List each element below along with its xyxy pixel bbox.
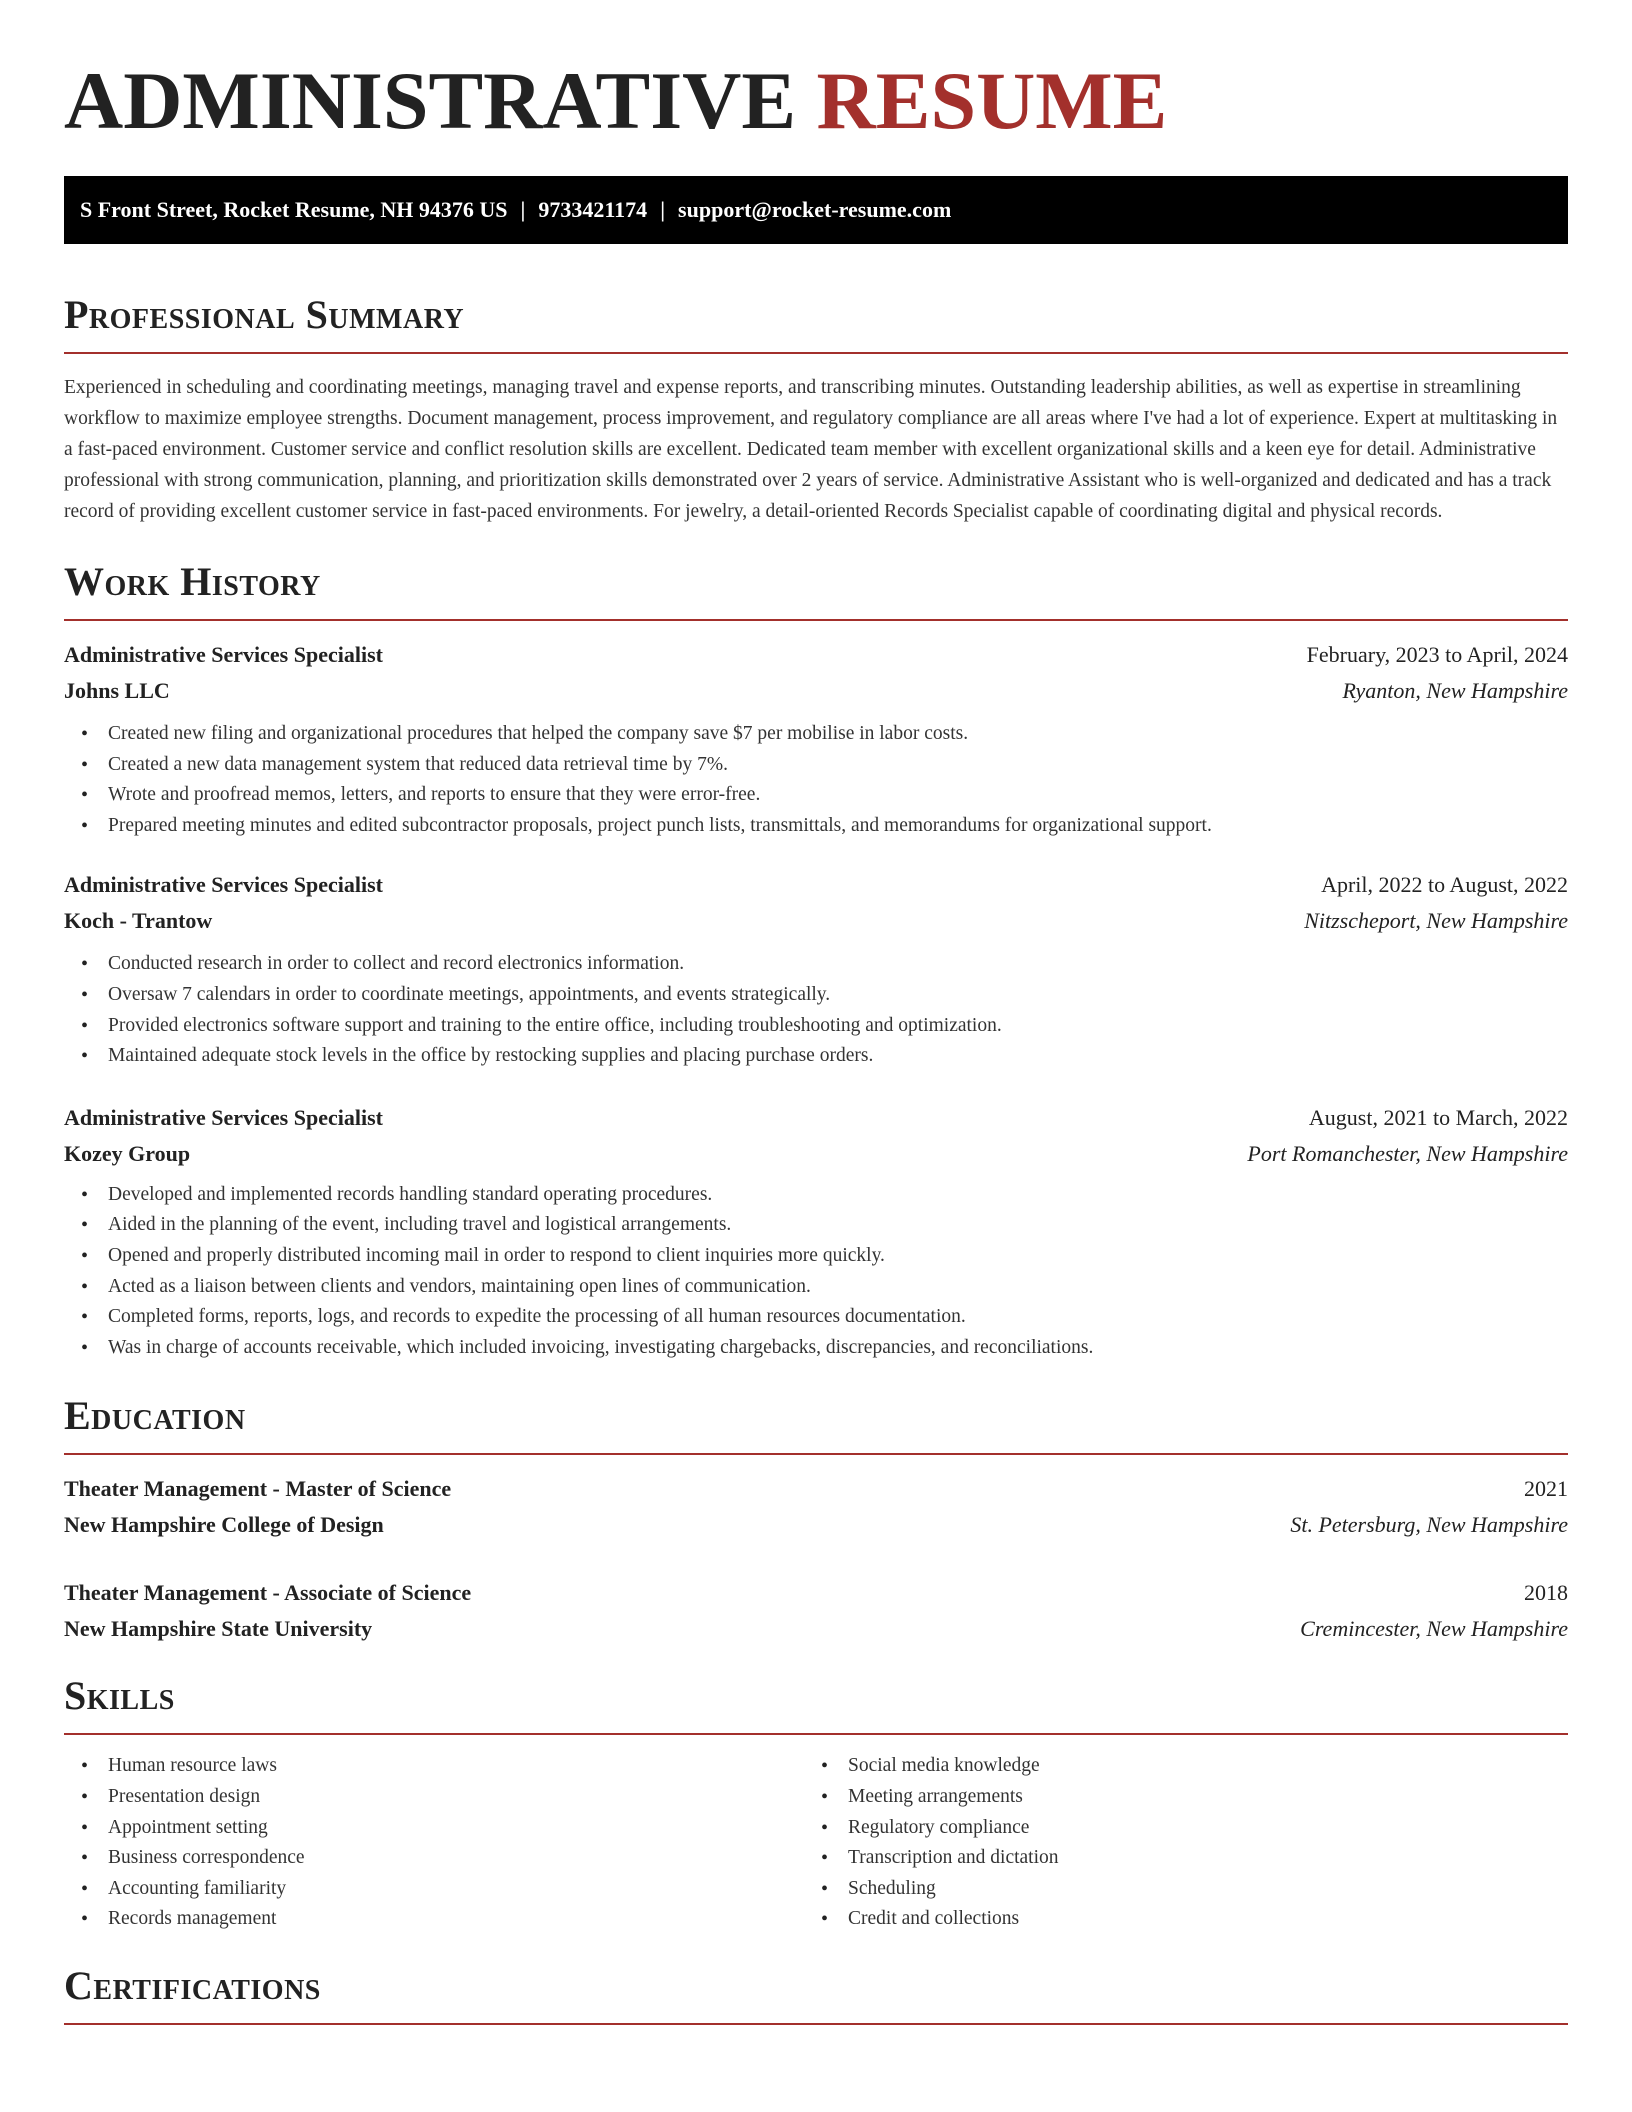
contact-bar	[64, 176, 1568, 244]
job-bullet: • Developed and implemented records handling standard operating procedures.	[64, 1180, 1568, 1211]
job-entry	[64, 867, 1568, 1071]
job-bullets	[64, 949, 1568, 1071]
education-entry	[64, 1471, 1568, 1543]
section-heading-certifications: Certifications	[64, 1961, 1568, 2025]
skill-item: • Regulatory compliance	[804, 1813, 1544, 1844]
skill-item: • Accounting familiarity	[64, 1874, 804, 1905]
job-dates: August, 2021 to March, 2022	[1308, 1104, 1568, 1130]
skills-column-right	[804, 1751, 1544, 1935]
education-school: New Hampshire College of Design	[64, 1512, 384, 1538]
job-title: Administrative Services Specialist	[64, 872, 383, 898]
job-location: Ryanton, New Hampshire	[1342, 678, 1568, 703]
education-school: New Hampshire State University	[64, 1616, 373, 1642]
skills-column-left	[64, 1751, 804, 1935]
education-entry	[64, 1575, 1568, 1647]
job-company-row	[64, 1136, 1568, 1172]
skills-bullets-right	[804, 1751, 1544, 1935]
skill-item: • Credit and collections	[804, 1904, 1544, 1935]
contact-email: support@rocket-resume.com	[678, 197, 952, 222]
contact-phone: 9733421174	[538, 197, 648, 222]
job-dates: February, 2023 to April, 2024	[1306, 642, 1568, 667]
skill-item: • Social media knowledge	[804, 1751, 1544, 1782]
skill-item: • Records management	[64, 1904, 804, 1935]
skills-bullets-left	[64, 1751, 804, 1935]
skill-item: • Transcription and dictation	[804, 1843, 1544, 1874]
job-title: Administrative Services Specialist	[64, 642, 383, 667]
education-degree-row	[64, 1575, 1568, 1611]
education-year: 2018	[1524, 1580, 1568, 1606]
job-bullets	[64, 1180, 1568, 1364]
section-heading-skills: Skills	[64, 1671, 1568, 1735]
education-school-row	[64, 1507, 1568, 1543]
job-bullet: • Provided electronics software support and training to the entire office, including troubleshooting and optimization.	[64, 1011, 1568, 1042]
job-company: Koch - Trantow	[64, 908, 213, 934]
job-location: Nitzscheport, New Hampshire	[1304, 908, 1568, 934]
section-heading-work-history: Work History	[64, 557, 1568, 621]
job-bullet: • Prepared meeting minutes and edited subcontractor proposals, project punch lists, transmittals, and memorandums for organizational support.	[64, 811, 1568, 842]
job-title-row	[64, 867, 1568, 903]
section-heading-education: Education	[64, 1391, 1568, 1455]
job-bullet: • Created new filing and organizational procedures that helped the company save $7 per mobilise in labor costs.	[64, 719, 1568, 750]
skill-item: • Scheduling	[804, 1874, 1544, 1905]
job-company-row	[64, 673, 1568, 709]
job-bullet: • Created a new data management system that reduced data retrieval time by 7%.	[64, 750, 1568, 781]
skills-list	[64, 1751, 1568, 1935]
title-main: ADMINISTRATIVE	[64, 55, 797, 146]
job-bullet: • Opened and properly distributed incoming mail in order to respond to client inquiries more quickly.	[64, 1241, 1568, 1272]
job-company-row	[64, 903, 1568, 939]
contact-separator: |	[660, 197, 666, 222]
job-bullet: • Oversaw 7 calendars in order to coordinate meetings, appointments, and events strategically.	[64, 980, 1568, 1011]
job-dates: April, 2022 to August, 2022	[1321, 872, 1568, 898]
summary-text: Experienced in scheduling and coordinating meetings, managing travel and expense reports, and transcribing minutes. Outstanding leadership abilities, as well as expertise in streamlining workflow to maximize employee strengths. Document management, process improvement, and regulatory compliance are all areas where I've had a lot of experience. Expert at multitasking in a fast-paced environment. Customer service and conflict resolution skills are excellent. Dedicated team member with excellent organizational skills and a keen eye for detail. Administrative professional with strong communication, planning, and prioritization skills demonstrated over 2 years of service. Administrative Assistant who is well-organized and dedicated and has a track record of providing excellent customer service in fast-paced environments. For jewelry, a detail-oriented Records Specialist capable of coordinating digital and physical records.	[64, 377, 1558, 522]
education-degree: Theater Management - Master of Science	[64, 1476, 452, 1502]
job-title: Administrative Services Specialist	[64, 1104, 383, 1130]
contact-address: S Front Street, Rocket Resume, NH 94376 US	[80, 197, 508, 222]
title-accent: RESUME	[816, 55, 1168, 146]
education-year: 2021	[1524, 1476, 1568, 1502]
education-degree: Theater Management - Associate of Science	[64, 1580, 472, 1606]
section-heading-summary: Professional Summary	[64, 290, 1568, 354]
education-school-row	[64, 1611, 1568, 1647]
job-bullets	[64, 719, 1568, 841]
job-company: Kozey Group	[64, 1140, 191, 1166]
job-bullet: • Maintained adequate stock levels in the office by restocking supplies and placing purchase orders.	[64, 1041, 1568, 1072]
skill-item: • Human resource laws	[64, 1751, 804, 1782]
education-degree-row	[64, 1471, 1568, 1507]
job-title-row	[64, 1100, 1568, 1136]
skill-item: • Appointment setting	[64, 1813, 804, 1844]
job-bullet: • Completed forms, reports, logs, and records to expedite the processing of all human resources documentation.	[64, 1302, 1568, 1333]
skill-item: • Business correspondence	[64, 1843, 804, 1874]
education-location: Cremincester, New Hampshire	[1300, 1616, 1568, 1642]
job-title-row	[64, 637, 1568, 673]
contact-separator: |	[520, 197, 526, 222]
job-bullet: • Acted as a liaison between clients and vendors, maintaining open lines of communication.	[64, 1272, 1568, 1303]
job-entry	[64, 1100, 1568, 1364]
job-bullet: • Conducted research in order to collect and record electronics information.	[64, 949, 1568, 980]
job-bullet: • Was in charge of accounts receivable, which included invoicing, investigating chargebacks, discrepancies, and reconciliations.	[64, 1333, 1568, 1364]
skill-item: • Presentation design	[64, 1782, 804, 1813]
resume-title	[64, 0, 1568, 146]
resume-page	[64, 0, 1568, 2025]
job-company: Johns LLC	[64, 678, 170, 703]
job-location: Port Romanchester, New Hampshire	[1247, 1140, 1568, 1166]
job-entry	[64, 637, 1568, 841]
job-bullet: • Aided in the planning of the event, including travel and logistical arrangements.	[64, 1210, 1568, 1241]
skill-item: • Meeting arrangements	[804, 1782, 1544, 1813]
education-location: St. Petersburg, New Hampshire	[1290, 1512, 1568, 1538]
job-bullet: • Wrote and proofread memos, letters, and reports to ensure that they were error-free.	[64, 780, 1568, 811]
